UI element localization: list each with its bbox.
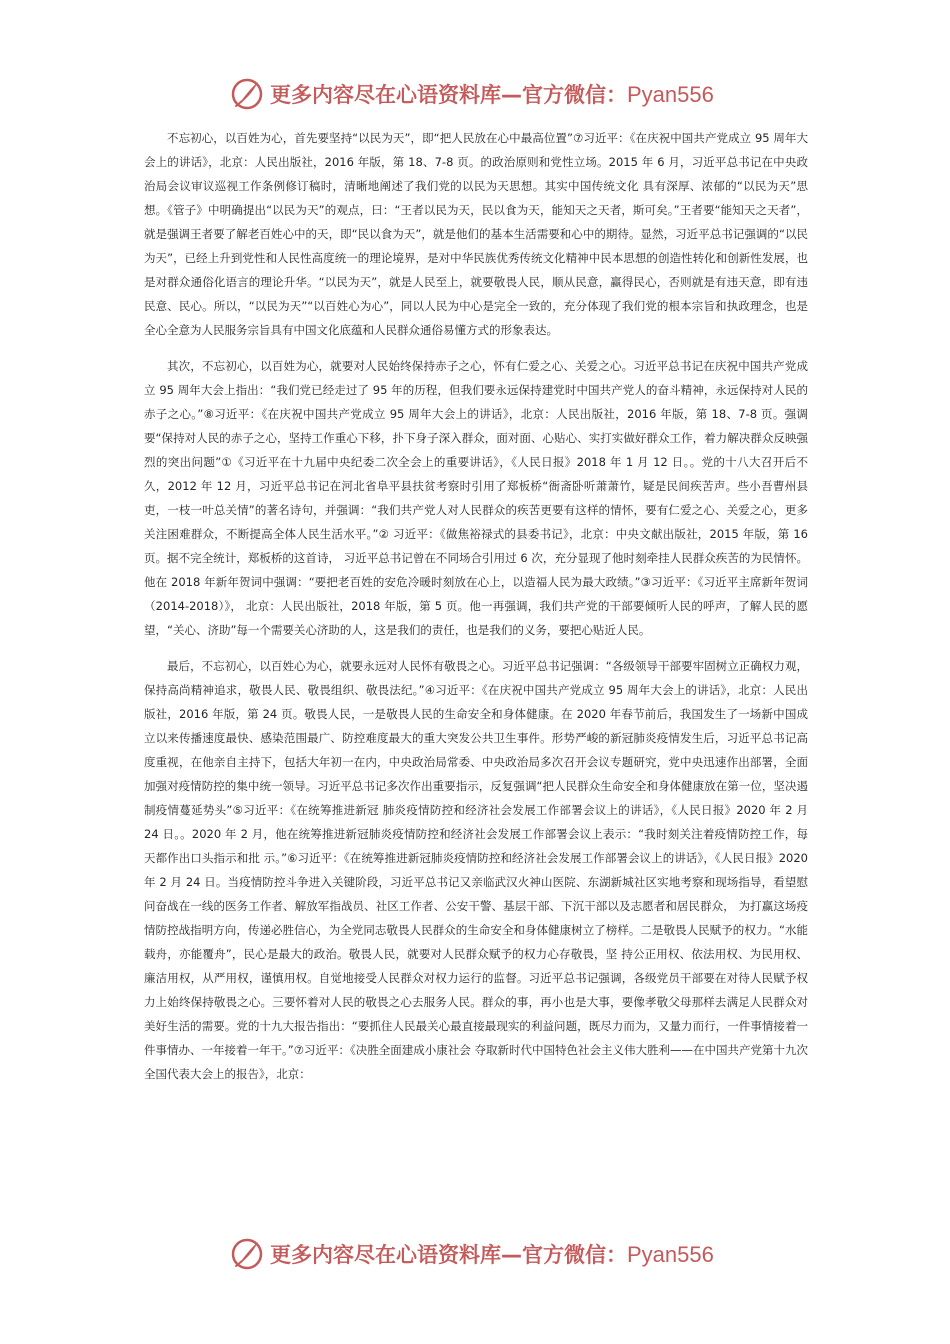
paragraph-1: 不忘初心，以百姓为心，首先要坚持“以民为天”，即“把人民放在心中最高位置”⑦习近平：《在庆祝中国共产党成立 95 周年大会上的讲话》，北京：人民出版社，2016 年版，第 18、7-8 页。的政治原则和党性立场。2015 年 6 月，习近平总书记在中央政治局会议审议巡视工作条例修订稿时，清晰地阐述了我们党的以民为天思想。其实中国传统文化 具有深厚、浓郁的“以民为天”思想。《管子》中明确提出“以民为天”的观点，曰：“王者以民为天，民以食为天，能知天之天者，斯可矣。”王者要“能知天之天者”，就是强调王者要了解老百姓心中的天，即“民以食为天”，就是他们的基本生活需要和心中的期待。显然，习近平总书记强调的“以民为天”，已经上升到党性和人民性高度统一的理论境界，是对中华民族优秀传统文化精神中民本思想的创造性转化和创新性发展，也是对群众通俗化语言的理论升华。“以民为天”，就是人民至上，就要敬畏人民，顺从民意，赢得民心，否则就是有违天意，即有违民意、民心。所以，“以民为天”“以百姓心为心”，同以人民为中心是完全一致的，充分体现了我们党的根本宗旨和执政理念，也是全心全意为人民服务宗旨具有中国文化底蕴和人民群众通俗易懂方式的形象表达。	[144, 131, 808, 337]
header-banner	[230, 74, 714, 114]
footer-wechat-id: Pyan556	[627, 1242, 714, 1267]
paragraph-3: 最后，不忘初心，以百姓心为心，就要永远对人民怀有敬畏之心。习近平总书记强调：“各级领导干部要牢固树立正确权力观，保持高尚精神追求，敬畏人民、敬畏组织、敬畏法纪。”④习近平：《在庆祝中国共产党成立 95 周年大会上的讲话》，北京：人民出版社，2016 年版，第 24 页。敬畏人民，一是敬畏人民的生命安全和身体健康。在 2020 年春节前后，我国发生了一场新中国成立以来传播速度最快、感染范围最广、防控难度最大的重大突发公共卫生事件。形势严峻的新冠肺炎疫情发生后，习近平总书记高度重视，在他亲自主持下，包括大年初一在内，中央政治局常委、中央政治局多次召开会议专题研究，党中央迅速作出部署，全面加强对疫情防控的集中统一领导。习近平总书记多次作出重要指示，反复强调“把人民群众生命安全和身体健康放在第一位，坚决遏制疫情蔓延势头”⑤习近平：《在统筹推进新冠 肺炎疫情防控和经济社会发展工作部署会议上的讲话》，《人民日报》2020 年 2 月 24 日。。2020 年 2 月，他在统筹推进新冠肺炎疫情防控和经济社会发展工作部署会议上表示：“我时刻关注着疫情防控工作，每天都作出口头指示和批 示。”⑥习近平：《在统筹推进新冠肺炎疫情防控和经济社会发展工作部署会议上的讲话》，《人民日报》2020 年 2 月 24 日。当疫情防控斗争进入关键阶段，习近平总书记又亲临武汉火神山医院、东湖新城社区实地考察和现场指导，看望慰问奋战在一线的医务工作者、解放军指战员、社区工作者、公安干警、基层干部、下沉干部以及志愿者和居民群众， 为打赢这场疫情防控战指明方向，传递必胜信心，为全党同志敬畏人民群众的生命安全和身体健康树立了榜样。二是敬畏人民赋予的权力。“水能载舟，亦能覆舟”，民心是最大的政治。敬畏人民，就要对人民群众赋予的权力心存敬畏，坚 持公正用权、依法用权、为民用权、廉洁用权，从严用权，谨慎用权。自觉地接受人民群众对权力运行的监督。习近平总书记强调，各级党员干部要在对待人民赋予权力上始终保持敬畏之心。三要怀着对人民的敬畏之心去服务人民。群众的事，再小也是大事，要像孝敬父母那样去满足人民群众对美好生活的需要。党的十九大报告指出：“要抓住人民最关心最直接最现实的利益问题，既尽力而为，又量力而行，一件事情接着一件事情办、一年接着一年干。”⑦习近平：《决胜全面建成小康社会 夺取新时代中国特色社会主义伟大胜利——在中国共产党第十九次全国代表大会上的报告》，北京：	[144, 659, 808, 1081]
header-banner-text: 更多内容尽在心语资料库—官方微信：Pyan556	[270, 82, 714, 107]
quill-pen-circle-icon	[230, 1237, 264, 1271]
quill-pen-circle-icon	[230, 77, 264, 111]
footer-banner-text: 更多内容尽在心语资料库—官方微信：Pyan556	[270, 1242, 714, 1267]
document-body	[144, 126, 808, 1098]
footer-banner	[230, 1234, 714, 1274]
header-wechat-id: Pyan556	[627, 82, 714, 107]
paragraph-2: 其次，不忘初心，以百姓为心，就要对人民始终保持赤子之心，怀有仁爱之心、关爱之心。习近平总书记在庆祝中国共产党成立 95 周年大会上指出：“我们党已经走过了 95 年的历程，但我们要永远保持建党时中国共产党人的奋斗精神，永远保持对人民的赤子之心。”⑧习近平：《在庆祝中国共产党成立 95 周年大会上的讲话》，北京：人民出版社，2016 年版，第 18、7-8 页。强调要“保持对人民的赤子之心，坚持工作重心下移，扑下身子深入群众，面对面、心贴心、实打实做好群众工作，着力解决群众反映强烈的突出问题”①《习近平在十九届中央纪委二次全会上的重要讲话》，《人民日报》2018 年 1 月 12 日。。党的十八大召开后不久，2012 年 12 月，习近平总书记在河北省阜平县扶贫考察时引用了郑板桥“衙斋卧听萧萧竹，疑是民间疾苦声。些小吾曹州县吏，一枝一叶总关情”的著名诗句，并强调：“我们共产党人对人民群众的疾苦更要有这样的情怀，要有仁爱之心、关爱之心，更多关注困难群众，不断提高全体人民生活水平。”② 习近平：《做焦裕禄式的县委书记》，北京：中央文献出版社，2015 年版，第 16 页。据不完全统计，郑板桥的这首诗， 习近平总书记曾在不同场合引用过 6 次，充分显现了他时刻牵挂人民群众疾苦的为民情怀。他在 2018 年新年贺词中强调：“要把老百姓的安危冷暖时刻放在心上，以造福人民为最大政绩。”③习近平：《习近平主席新年贺词（2014-2018）》， 北京：人民出版社，2018 年版，第 5 页。他一再强调，我们共产党的干部要倾听人民的呼声，了解人民的愿望，“关心、济助”每一个需要关心济助的人，这是我们的责任，也是我们的义务，要把心贴近人民。	[144, 359, 808, 637]
